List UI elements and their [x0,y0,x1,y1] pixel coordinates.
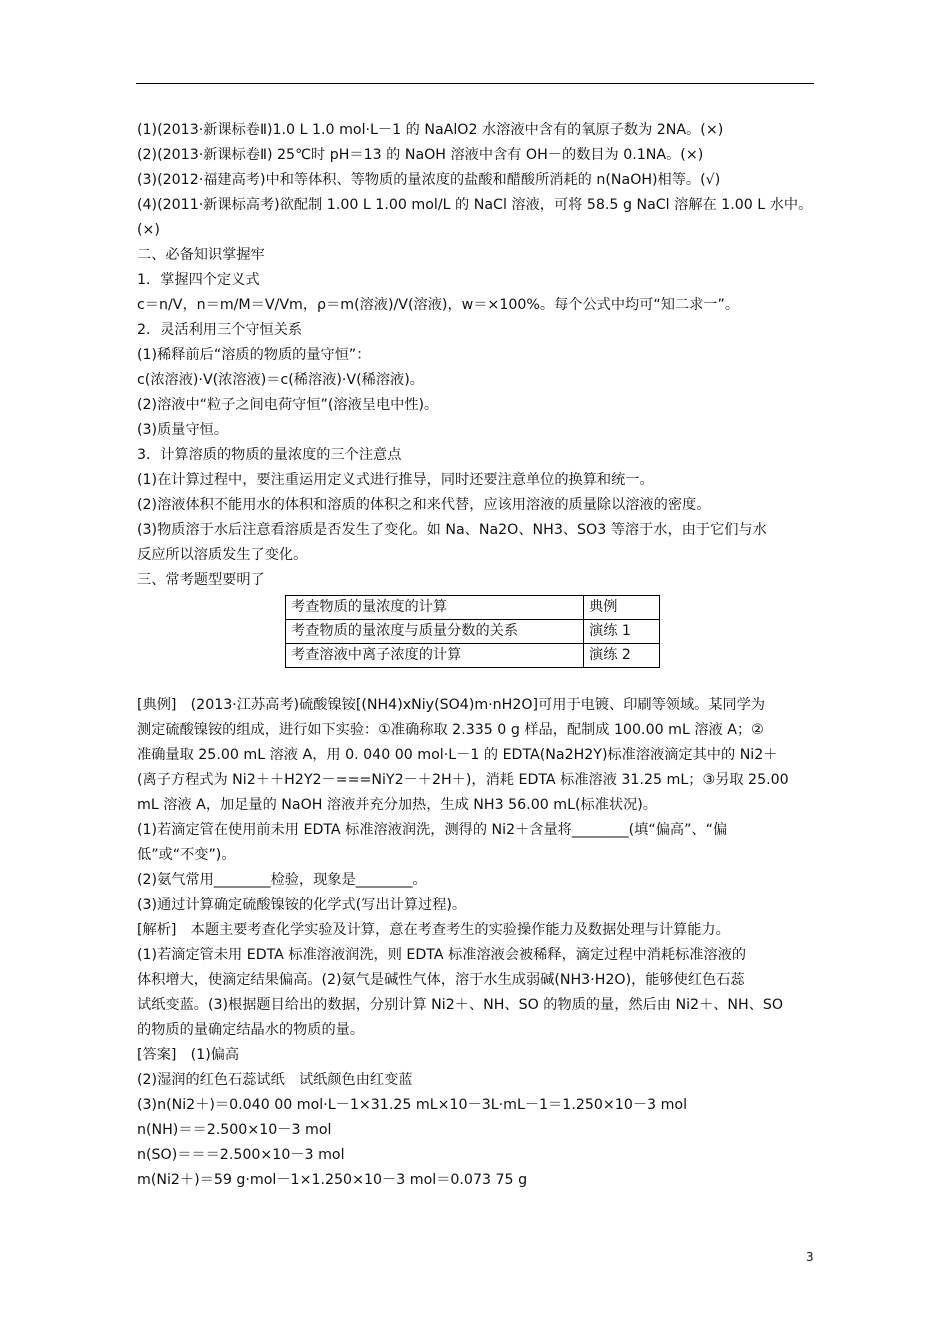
text-line: (4)(2011·新课标高考)欲配制 1.00 L 1.00 mol/L 的 NaCl 溶液，可将 58.5 g NaCl 溶解在 1.00 L 水中。 [137,197,813,213]
text-line: 的物质的量确定结晶水的物质的量。 [137,1022,365,1038]
text-line: 3．计算溶质的物质的量浓度的三个注意点 [137,447,402,463]
text-line: m(Ni2＋)＝59 g·mol－1×1.250×10－3 mol＝0.073 75 g [137,1172,528,1188]
text-line: (离子方程式为 Ni2＋＋H2Y2－===NiY2－＋2H＋)，消耗 EDTA 标准溶液 31.25 mL；③另取 25.00 [137,772,789,788]
text-line: mL 溶液 A，加足量的 NaOH 溶液并充分加热，生成 NH3 56.00 mL(标准状况)。 [137,797,657,813]
table-row [286,644,660,668]
text-line: 低”或“不变”)。 [137,847,236,863]
topic-table-wrap [137,595,817,693]
text-line: 准确量取 25.00 mL 溶液 A，用 0. 040 00 mol·L－1 的 EDTA(Na2H2Y)标准溶液滴定其中的 Ni2＋ [137,747,778,763]
text-line: [解析] 本题主要考查化学实验及计算，意在考查考生的实验操作能力及数据处理与计算能力。 [137,922,730,938]
text-line: [答案] (1)偏高 [137,1047,240,1063]
text-line: c(浓溶液)·V(浓溶液)＝c(稀溶液)·V(稀溶液)。 [137,372,424,388]
topic-cell: 考查物质的量浓度的计算 [286,596,584,620]
text-line: (2)溶液体积不能用水的体积和溶质的体积之和来代替，应该用溶液的质量除以溶液的密度。 [137,497,711,513]
text-line: (2)(2013·新课标卷Ⅱ) 25℃时 pH＝13 的 NaOH 溶液中含有 OH－的数目为 0.1NA。(×) [137,147,704,163]
topic-cell: 考查物质的量浓度与质量分数的关系 [286,620,584,644]
text-line: n(SO)＝＝＝2.500×10－3 mol [137,1147,345,1163]
header-rule [136,83,814,84]
table-row [286,596,660,620]
text-line: (3)质量守恒。 [137,422,229,438]
text-line: (2)氨气常用________检验，现象是________。 [137,872,427,888]
text-line: (1)稀释前后“溶质的物质的量守恒”： [137,347,371,363]
text-line: 2．灵活利用三个守恒关系 [137,322,303,338]
text-line: (2)湿润的红色石蕊试纸 试纸颜色由红变蓝 [137,1072,413,1088]
topic-table [285,595,660,668]
text-line: 二、必备知识掌握牢 [137,247,265,263]
table-row [286,620,660,644]
text-line: (1)若滴定管未用 EDTA 标准溶液润洗，则 EDTA 标准溶液会被稀释，滴定过程中消耗标准溶液的 [137,947,747,963]
text-line: (3)(2012·福建高考)中和等体积、等物质的量浓度的盐酸和醋酸所消耗的 n(NaOH)相等。(√) [137,172,721,188]
text-line: (3)物质溶于水后注意看溶质是否发生了变化。如 Na、Na2O、NH3、SO3 等溶于水，由于它们与水 [137,522,767,538]
topic-cell: 考查溶液中离子浓度的计算 [286,644,584,668]
reference-cell: 典例 [584,596,660,620]
reference-cell: 演练 1 [584,620,660,644]
text-line: (1)若滴定管在使用前未用 EDTA 标准溶液润洗，测得的 Ni2＋含量将________(填“偏高”、“偏 [137,822,728,838]
text-line: 1．掌握四个定义式 [137,272,260,288]
text-line: [典例] (2013·江苏高考)硫酸镍铵[(NH4)xNiy(SO4)m·nH2O]可用于电镀、印刷等领域。某同学为 [137,697,766,713]
reference-cell: 演练 2 [584,644,660,668]
text-line: (1)在计算过程中，要注重运用定义式进行推导，同时还要注意单位的换算和统一。 [137,472,654,488]
text-line: (×) [137,222,160,238]
text-line: (2)溶液中“粒子之间电荷守恒”(溶液呈电中性)。 [137,397,439,413]
text-line: 反应所以溶质发生了变化。 [137,547,308,563]
text-line: (1)(2013·新课标卷Ⅱ)1.0 L 1.0 mol·L－1 的 NaAlO2 水溶液中含有的氧原子数为 2NA。(×) [137,122,724,138]
text-line: 体积增大，使滴定结果偏高。(2)氨气是碱性气体，溶于水生成弱碱(NH3·H2O)，能够使红色石蕊 [137,972,745,988]
top-section [137,118,817,593]
text-line: (3)n(Ni2＋)＝0.040 00 mol·L－1×31.25 mL×10－3L·mL－1＝1.250×10－3 mol [137,1097,688,1113]
text-line: 测定硫酸镍铵的组成，进行如下实验：①准确称取 2.335 0 g 样品，配制成 100.00 mL 溶液 A；② [137,722,764,738]
body-text [137,118,817,1193]
text-line: 试纸变蓝。(3)根据题目给出的数据，分别计算 Ni2＋、NH、SO 的物质的量，然后由 Ni2＋、NH、SO [137,997,784,1013]
page-number: 3 [806,1250,814,1264]
text-line: (3)通过计算确定硫酸镍铵的化学式(写出计算过程)。 [137,897,467,913]
example-section [137,693,817,1193]
text-line: n(NH)＝＝2.500×10－3 mol [137,1122,332,1138]
text-line: c＝n/V，n＝m/M＝V/Vm，ρ＝m(溶液)/V(溶液)，w＝×100%。每个公式中均可“知二求一”。 [137,297,740,313]
text-line: 三、常考题型要明了 [137,572,265,588]
